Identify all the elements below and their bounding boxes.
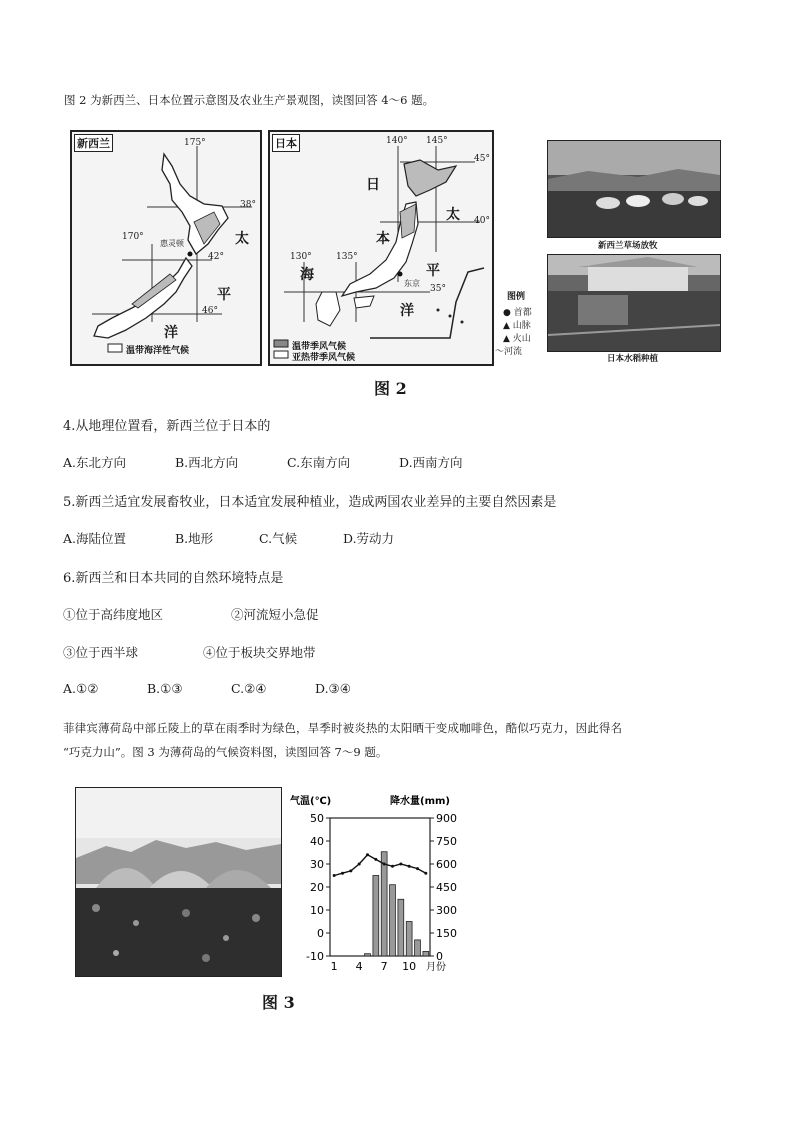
nz-grazing-photo-graphic (548, 141, 720, 237)
x-axis-label: 月份 (426, 962, 446, 973)
temperature-point (383, 863, 386, 866)
temp-tick-label: 20 (310, 881, 324, 894)
question-5-option-b[interactable]: B.地形 (175, 531, 214, 546)
temp-axis-label: 气温(℃) (290, 796, 332, 807)
month-tick-label: 10 (402, 960, 417, 973)
capital-dot-icon: ● (503, 308, 511, 318)
jp-lat-45: 45° (474, 154, 490, 164)
japan-photo-caption: 日本水稻种植 (607, 354, 659, 364)
plot-frame (330, 818, 430, 956)
nz-lat-46: 46° (202, 306, 218, 316)
nz-grazing-photo (547, 140, 721, 238)
jp-legend-2: 亚热带季风气候 (292, 353, 356, 363)
temp-tick-label: 0 (317, 927, 324, 940)
japan-map (268, 130, 494, 366)
jp-lon-145: 145° (426, 136, 448, 146)
question-6-option-b[interactable]: B.①③ (147, 681, 183, 696)
temperature-point (366, 853, 369, 856)
nz-ocean-yang: 洋 (164, 325, 178, 341)
river-icon: 〜 (495, 347, 505, 357)
legend-capital (503, 305, 532, 318)
precip-tick-label: 750 (436, 835, 457, 848)
temperature-point (416, 867, 419, 870)
precip-axis-label: 降水量(mm) (390, 796, 450, 807)
temperature-point (424, 872, 427, 875)
question-4-stem: 4.从地理位置看，新西兰位于日本的 (63, 419, 271, 434)
temp-tick-label: 10 (310, 904, 324, 917)
mountain-icon: ▲ (503, 321, 510, 331)
temperature-point (408, 865, 411, 868)
figure-3-label: 图 3 (262, 993, 295, 1012)
japan-map-graphic (270, 132, 492, 364)
precip-bar (381, 852, 387, 956)
intro-text-1: 图 2 为新西兰、日本位置示意图及农业生产景观图，读图回答 4～6 题。 (64, 93, 435, 107)
temperature-line (334, 855, 426, 876)
question-4-option-b[interactable]: B.西北方向 (175, 455, 239, 470)
nz-ocean-ping: 平 (217, 287, 231, 303)
question-6-option-c[interactable]: C.②④ (231, 681, 267, 696)
precip-bar (423, 951, 429, 956)
precip-bar (415, 940, 421, 956)
temperature-point (391, 865, 394, 868)
precip-tick-label: 450 (436, 881, 457, 894)
legend-volcano (503, 331, 531, 344)
jp-char-hai: 海 (300, 267, 314, 283)
question-6-option-d[interactable]: D.③④ (315, 681, 351, 696)
question-5-option-a[interactable]: A.海陆位置 (63, 531, 127, 546)
temp-tick-label: 40 (310, 835, 324, 848)
precip-bar (390, 885, 396, 956)
legend-mountain-label: 山脉 (512, 321, 531, 331)
jp-capital-label: 东京 (404, 279, 420, 288)
question-6-stem: 6.新西兰和日本共同的自然环境特点是 (63, 571, 284, 586)
month-tick-label: 7 (380, 960, 388, 973)
nz-map-title: 新西兰 (74, 134, 113, 152)
legend-title: 图例 (507, 292, 526, 302)
precip-bar (406, 922, 412, 957)
temp-tick-label: 30 (310, 858, 324, 871)
question-6-statement-1: ①位于高纬度地区 (63, 607, 164, 622)
precip-tick-label: 900 (436, 812, 457, 825)
temp-tick-label: 50 (310, 812, 324, 825)
temperature-point (349, 869, 352, 872)
legend-mountain (503, 318, 531, 331)
question-4-option-a[interactable]: A.东北方向 (63, 455, 127, 470)
jp-char-tai: 太 (446, 207, 460, 223)
jp-char-ping: 平 (426, 263, 440, 279)
temperature-point (374, 858, 377, 861)
precip-tick-label: 600 (436, 858, 457, 871)
temp-tick-label: -10 (306, 950, 324, 963)
jp-char-yang: 洋 (400, 303, 414, 319)
precip-bar (365, 954, 371, 956)
question-6-option-a[interactable]: A.①② (63, 681, 99, 696)
nz-ocean-tai: 太 (235, 231, 249, 247)
jp-lon-140: 140° (386, 136, 408, 146)
question-5-option-d[interactable]: D.劳动力 (343, 531, 395, 546)
month-tick-label: 1 (330, 960, 338, 973)
question-6-statement-3: ③位于西半球 (63, 645, 139, 660)
jp-lat-40: 40° (474, 216, 490, 226)
jp-legend-1: 温带季风气候 (292, 342, 347, 352)
jp-lat-35: 35° (430, 284, 446, 294)
legend-river-label: 河流 (504, 347, 523, 357)
jp-char-ben: 本 (376, 231, 390, 247)
chocolate-hills-photo-graphic (76, 788, 281, 976)
legend-capital-label: 首都 (513, 308, 532, 318)
legend-volcano-label: 火山 (512, 334, 531, 344)
volcano-icon: ▲ (503, 334, 510, 344)
question-5-stem: 5.新西兰适宜发展畜牧业，日本适宜发展种植业，造成两国农业差异的主要自然因素是 (63, 495, 557, 510)
legend-river (495, 344, 522, 357)
jp-lon-130: 130° (290, 252, 312, 262)
temperature-point (341, 872, 344, 875)
japan-rice-photo-graphic (548, 255, 720, 351)
precip-tick-label: 150 (436, 927, 457, 940)
month-tick-label: 4 (355, 960, 363, 973)
question-6-statement-2: ②河流短小急促 (231, 607, 319, 622)
jp-lon-135: 135° (336, 252, 358, 262)
question-4-option-d[interactable]: D.西南方向 (399, 455, 463, 470)
nz-lon-175: 175° (184, 138, 206, 148)
japan-map-title: 日本 (272, 134, 300, 152)
intro-text-2-line-2: “巧克力山”。图 3 为薄荷岛的气候资料图，读图回答 7～9 题。 (63, 745, 388, 759)
precip-bar (398, 899, 404, 956)
nz-lat-38: 38° (240, 200, 256, 210)
temperature-point (333, 874, 336, 877)
temperature-point (399, 863, 402, 866)
nz-capital-label: 惠灵顿 (160, 239, 184, 248)
nz-lon-170: 170° (122, 232, 144, 242)
question-6-statement-4: ④位于板块交界地带 (203, 645, 316, 660)
chocolate-hills-photo (75, 787, 282, 977)
question-5-option-c[interactable]: C.气候 (259, 531, 298, 546)
temperature-point (358, 863, 361, 866)
japan-rice-photo (547, 254, 721, 352)
intro-text-2-line-1: 菲律宾薄荷岛中部丘陵上的草在雨季时为绿色，旱季时被炎热的太阳晒干变成咖啡色，酷似巧克力，因此得名 (63, 721, 623, 735)
figure-2-label: 图 2 (374, 379, 407, 398)
nz-photo-caption: 新西兰草场放牧 (598, 241, 658, 251)
question-4-option-c[interactable]: C.东南方向 (287, 455, 351, 470)
precip-tick-label: 300 (436, 904, 457, 917)
precip-bar (373, 876, 379, 957)
nz-legend-text: 温带海洋性气候 (126, 346, 190, 356)
jp-char-ri: 日 (366, 177, 380, 193)
nz-map (70, 130, 262, 366)
climate-chart (290, 790, 480, 980)
precip-tick-label: 0 (436, 950, 443, 963)
nz-lat-42: 42° (208, 252, 224, 262)
